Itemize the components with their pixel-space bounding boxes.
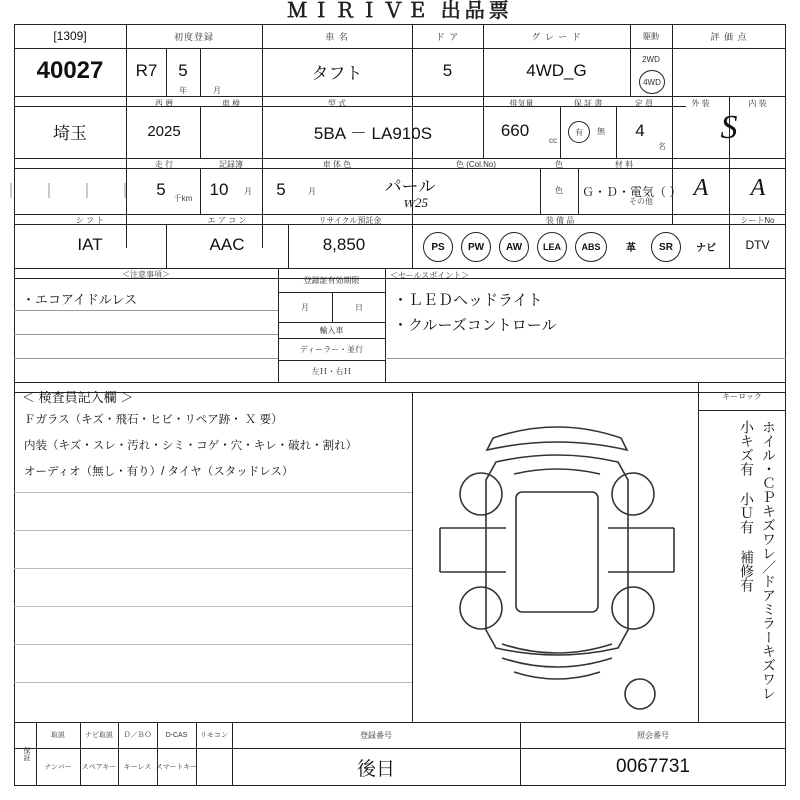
label-type: 型 式 (327, 98, 347, 108)
reg-no-label: 登録番号 (360, 730, 392, 740)
sales-item-1: ・クルーズコントロール (393, 316, 557, 334)
footer-col-4: D-CAS (165, 731, 188, 739)
first-reg-era: R7 (135, 61, 158, 80)
sales-item-0: ・ＬＥＤヘッドライト (393, 291, 543, 309)
lot-bracket: [1309] (53, 29, 87, 43)
color-handwritten: ｗ25 (401, 194, 428, 210)
shift-value: IAT (77, 235, 103, 254)
footer-col-5: リモコン (200, 732, 228, 739)
page-title: ＭＩＲＩＶＥ 出品票 (287, 0, 513, 22)
label-month: 月 (213, 85, 221, 95)
car-diagram (418, 400, 696, 720)
equipment-sr: SR (651, 232, 681, 262)
rule (14, 492, 412, 493)
rule (14, 358, 278, 359)
rule (698, 410, 786, 411)
label-inspection: 車 検 (221, 98, 241, 108)
exterior-grade: A (693, 174, 709, 201)
equipment-ps: PS (423, 232, 453, 262)
seats-unit: 名 (658, 141, 666, 151)
footer-col2-4: スマートキー (155, 764, 198, 771)
rule (14, 644, 412, 645)
label-mileage: 走 行 (154, 159, 174, 169)
door-value: 5 (442, 61, 453, 80)
label-equipment: 装 備 品 (545, 215, 575, 225)
mileage-value: 5 (156, 180, 166, 199)
label-eval-point: 評 価 点 (710, 31, 748, 42)
label-material: 材 料 (614, 159, 634, 169)
footer-col-1: 取説 (51, 732, 65, 739)
equipment-pw: PW (461, 232, 491, 262)
label-interior: 内 装 (748, 98, 767, 108)
type-value: 5BA － LA910S (313, 123, 433, 143)
label-warranty: 保 証 書 (573, 98, 603, 108)
chassis-value: 0067731 (616, 756, 690, 777)
rule (14, 568, 412, 569)
recycle-fee-value: 8,850 (322, 235, 366, 254)
first-reg-month: 5 (178, 61, 188, 80)
equipment-lea: LEA (537, 232, 567, 262)
label-grade: グ レ ー ド (531, 31, 582, 42)
label-first-reg: 初度登録 (173, 31, 214, 42)
lot-number: 40027 (36, 57, 104, 84)
mileage-unit: 千km (173, 193, 193, 203)
inspection-line-1: 内装（キズ・スレ・汚れ・シミ・コゲ・穴・キレ・破れ・割れ） (24, 440, 358, 452)
chassis-label: 照会番号 (637, 730, 669, 740)
import-dealer: ディーラー・並行 (299, 344, 364, 354)
record-day-value: 5 (276, 180, 286, 199)
rule (14, 530, 412, 531)
limit-month: 月 (301, 302, 309, 312)
footer-col-0: 保証 (23, 747, 30, 761)
label-displacement: 排気量 (509, 98, 534, 108)
car-name-value: タフト (311, 63, 363, 83)
inspection-line-0: Ｆガラス（キズ・飛石・ヒビ・リペア跡・ Ｘ 要） (24, 414, 283, 426)
reg-no-value: 後日 (356, 758, 395, 780)
inspector-right-notes: ホイル・ＣＰキズワレ／ドアミラーキズワレ 小キズ有 小Ｕ有 補修有 (739, 420, 777, 700)
rule (14, 382, 786, 383)
sheet-no-value: DTV (745, 238, 770, 252)
ac-value: AAC (209, 235, 245, 254)
inspection-value (201, 106, 261, 156)
label-sheet-no: シートNo (740, 215, 775, 225)
eval-point-value (673, 48, 785, 94)
label-drive: 駆動 (643, 31, 659, 41)
inspection-title: ＜ 検査員記入欄 ＞ (22, 389, 134, 405)
displacement-value: 660 (500, 121, 530, 140)
western-year-value: 2025 (147, 122, 181, 140)
inspection-line-2: オーディオ（無し・有り）/ タイヤ（スタッドレス） (24, 466, 294, 478)
material-marks: Ｇ・Ｄ・電気（ ） (582, 184, 682, 199)
displacement-unit: cc (549, 135, 557, 145)
label-color-box: 色 (555, 159, 563, 169)
rule (14, 748, 232, 749)
rule (698, 382, 699, 722)
caution-item-0: ・エコアイドルレス (22, 291, 138, 307)
rule (14, 334, 278, 335)
drive-4wd-selected: 4WD (639, 70, 665, 94)
rule (14, 96, 786, 97)
limit-title: 登録証有効期限 (303, 275, 360, 285)
grade-value: 4WD_G (526, 61, 587, 80)
rule (14, 310, 278, 311)
drive-2wd: 2WD (642, 55, 660, 64)
interior-grade: A (750, 174, 766, 201)
label-car-name: 車 名 (325, 31, 349, 42)
rule (560, 106, 561, 158)
label-shift: シ フ ト (75, 215, 105, 225)
rule (14, 606, 412, 607)
footer-col2-2: スペアキー (81, 764, 117, 771)
label-ac: エ ア コ ン (207, 215, 247, 225)
label-recycle: リサイクル預託金 (318, 215, 382, 225)
caution-title: ＜注意事項＞ (122, 269, 170, 279)
warranty-no: 無 (597, 126, 605, 136)
sales-title: ＜セールスポイント＞ (390, 270, 470, 280)
footer-col-2: ナビ取説 (85, 732, 113, 739)
footer-col2-3: キーレス (123, 764, 152, 771)
label-year: 年 (179, 85, 187, 95)
prefecture-value: 埼玉 (53, 123, 87, 143)
rule (578, 168, 579, 214)
label-color-no: 色 (Col.No) (455, 159, 496, 169)
key-lock-label: キーロック (722, 391, 762, 401)
record-month-value: 10 (209, 180, 229, 199)
footer-col2-1: ナンバー (44, 764, 72, 771)
material-other: その他 (629, 196, 653, 206)
rule (385, 268, 386, 382)
eval-point-handwritten: S (720, 109, 738, 146)
diagram-mark-circle (625, 679, 655, 709)
color-code-box: 色 (555, 185, 563, 195)
import-title: 輸入車 (319, 326, 344, 335)
label-exterior: 外 装 (691, 98, 710, 108)
equipment-leather: 革 (626, 242, 636, 254)
equipment-abs: ABS (575, 232, 607, 262)
equipment-aw: AW (499, 232, 529, 262)
footer-col-3: Ｄ／ＢＯ (123, 732, 152, 739)
warranty-yes: 有 (568, 121, 590, 143)
rule (412, 224, 413, 268)
mileage-dashes: ｜ ｜ ｜ ｜ (3, 182, 137, 200)
label-seats: 定 員 (634, 98, 654, 108)
limit-day: 日 (355, 302, 363, 312)
import-hand: 左Ｈ・右Ｈ (311, 366, 352, 376)
rule (14, 682, 412, 683)
record-day-label: 月 (308, 186, 316, 196)
label-western-year: 西 暦 (154, 98, 174, 108)
equipment-navi: ナビ (696, 242, 716, 254)
label-record-sheet: 記録簿 (219, 159, 243, 169)
label-door: ド ア (435, 31, 460, 42)
color-name-value: パール (384, 176, 436, 196)
label-color: 車 体 色 (322, 159, 352, 169)
seats-value: 4 (635, 121, 645, 140)
rule (385, 358, 786, 359)
record-month-label: 月 (244, 186, 252, 196)
